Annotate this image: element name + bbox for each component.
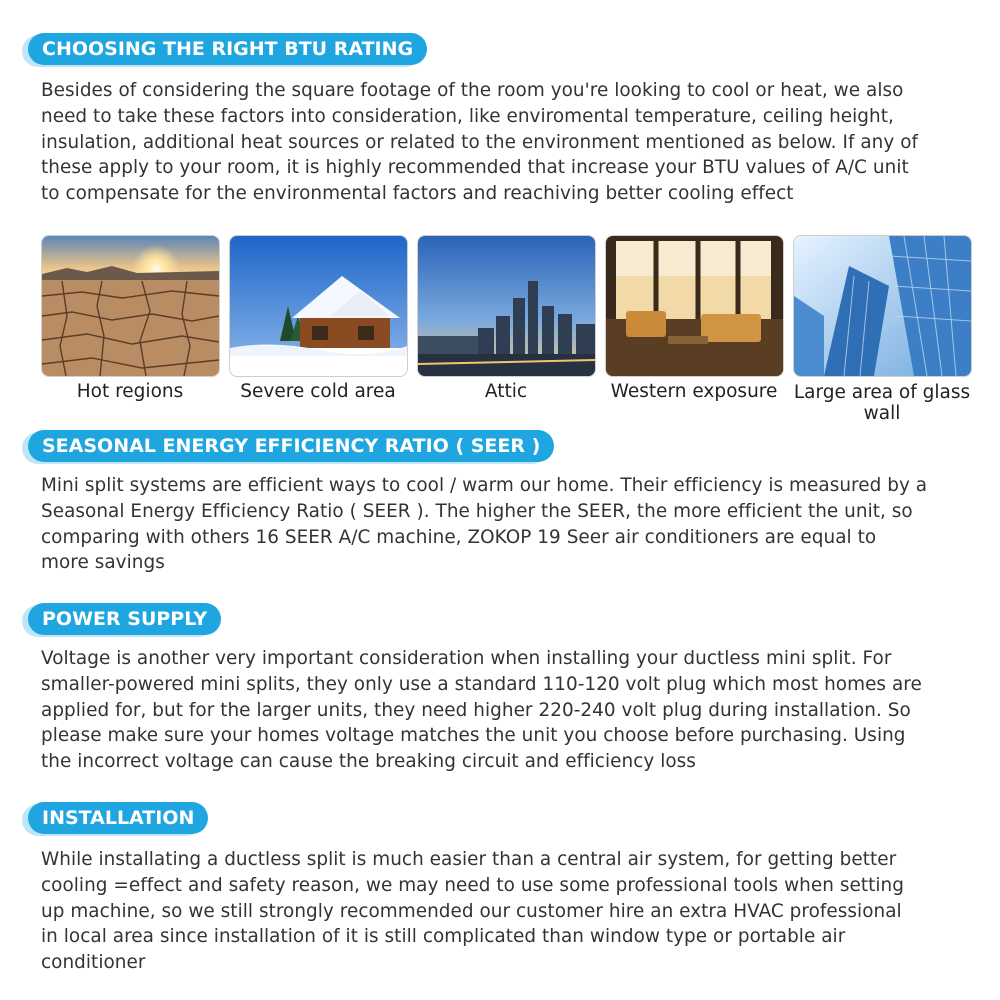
paragraph-line: these apply to your room, it is highly recommended that increase your BTU values of A/C unit: [41, 157, 909, 179]
photo-severe-cold: [229, 235, 408, 377]
paragraph-line: Besides of considering the square footage of the room you're looking to cool or heat, we also: [41, 80, 904, 101]
paragraph-line: in local area since installation of it is still complicated than window type or portable air: [41, 926, 846, 948]
paragraph-installation: [41, 847, 976, 976]
photo-hot-regions: [41, 235, 220, 377]
photo-caption: Western exposure: [610, 381, 778, 402]
photo-western-exposure: [605, 235, 784, 377]
photo-caption: Attic: [484, 381, 528, 402]
paragraph-line: comparing with others 16 SEER A/C machine, ZOKOP 19 Seer air conditioners are equal to: [41, 526, 877, 548]
paragraph-line: the incorrect voltage can cause the breaking circuit and efficiency loss: [41, 751, 696, 773]
paragraph-line: need to take these factors into consideration, like enviromental temperature, ceiling height,: [41, 105, 894, 127]
paragraph-line: to compensate for the environmental factors and reachiving better cooling effect: [41, 183, 794, 205]
section-title-power-supply: POWER SUPPLY: [28, 603, 221, 635]
paragraph-line: conditioner: [41, 952, 146, 974]
paragraph-btu: [41, 78, 976, 207]
paragraph-power-supply: [41, 646, 976, 775]
photo-glass-wall: [793, 235, 972, 377]
paragraph-line: Mini split systems are efficient ways to cool / warm our home. Their efficiency is measured by a: [41, 475, 928, 496]
photo-caption: Severe cold area: [240, 381, 396, 402]
photo-caption: Hot regions: [76, 381, 184, 402]
section-title-btu: CHOOSING THE RIGHT BTU RATING: [28, 33, 427, 65]
paragraph-line: Seasonal Energy Efficiency Ratio ( SEER ). The higher the SEER, the more efficient the unit, so: [41, 500, 913, 522]
section-title-installation: INSTALLATION: [28, 802, 208, 834]
paragraph-line: more savings: [41, 552, 165, 574]
paragraph-line: up machine, so we still strongly recommended our customer hire an extra HVAC professional: [41, 900, 902, 922]
paragraph-line: please make sure your homes voltage matches the unit you choose before purchasing. Using: [41, 725, 906, 747]
paragraph-line: While installating a ductless split is much easier than a central air system, for getting better: [41, 849, 897, 870]
paragraph-line: smaller-powered mini splits, they only use a standard 110-120 volt plug which most homes are: [41, 673, 922, 695]
paragraph-seer: [41, 473, 976, 576]
paragraph-line: applied for, but for the larger units, they need higher 220-240 volt plug during installation. So: [41, 699, 911, 721]
section-title-seer: SEASONAL ENERGY EFFICIENCY RATIO ( SEER ): [28, 430, 554, 462]
paragraph-line: insulation, additional heat sources or related to the environment mentioned as below. If any of: [41, 131, 919, 153]
paragraph-line: cooling =effect and safety reason, we may need to use some professional tools when setting: [41, 874, 904, 896]
photo-caption: Large area of glass wall: [793, 382, 971, 424]
photo-attic: [417, 235, 596, 377]
environment-photos: [41, 235, 971, 425]
paragraph-line: Voltage is another very important consideration when installing your ductless mini split. For: [41, 648, 892, 669]
